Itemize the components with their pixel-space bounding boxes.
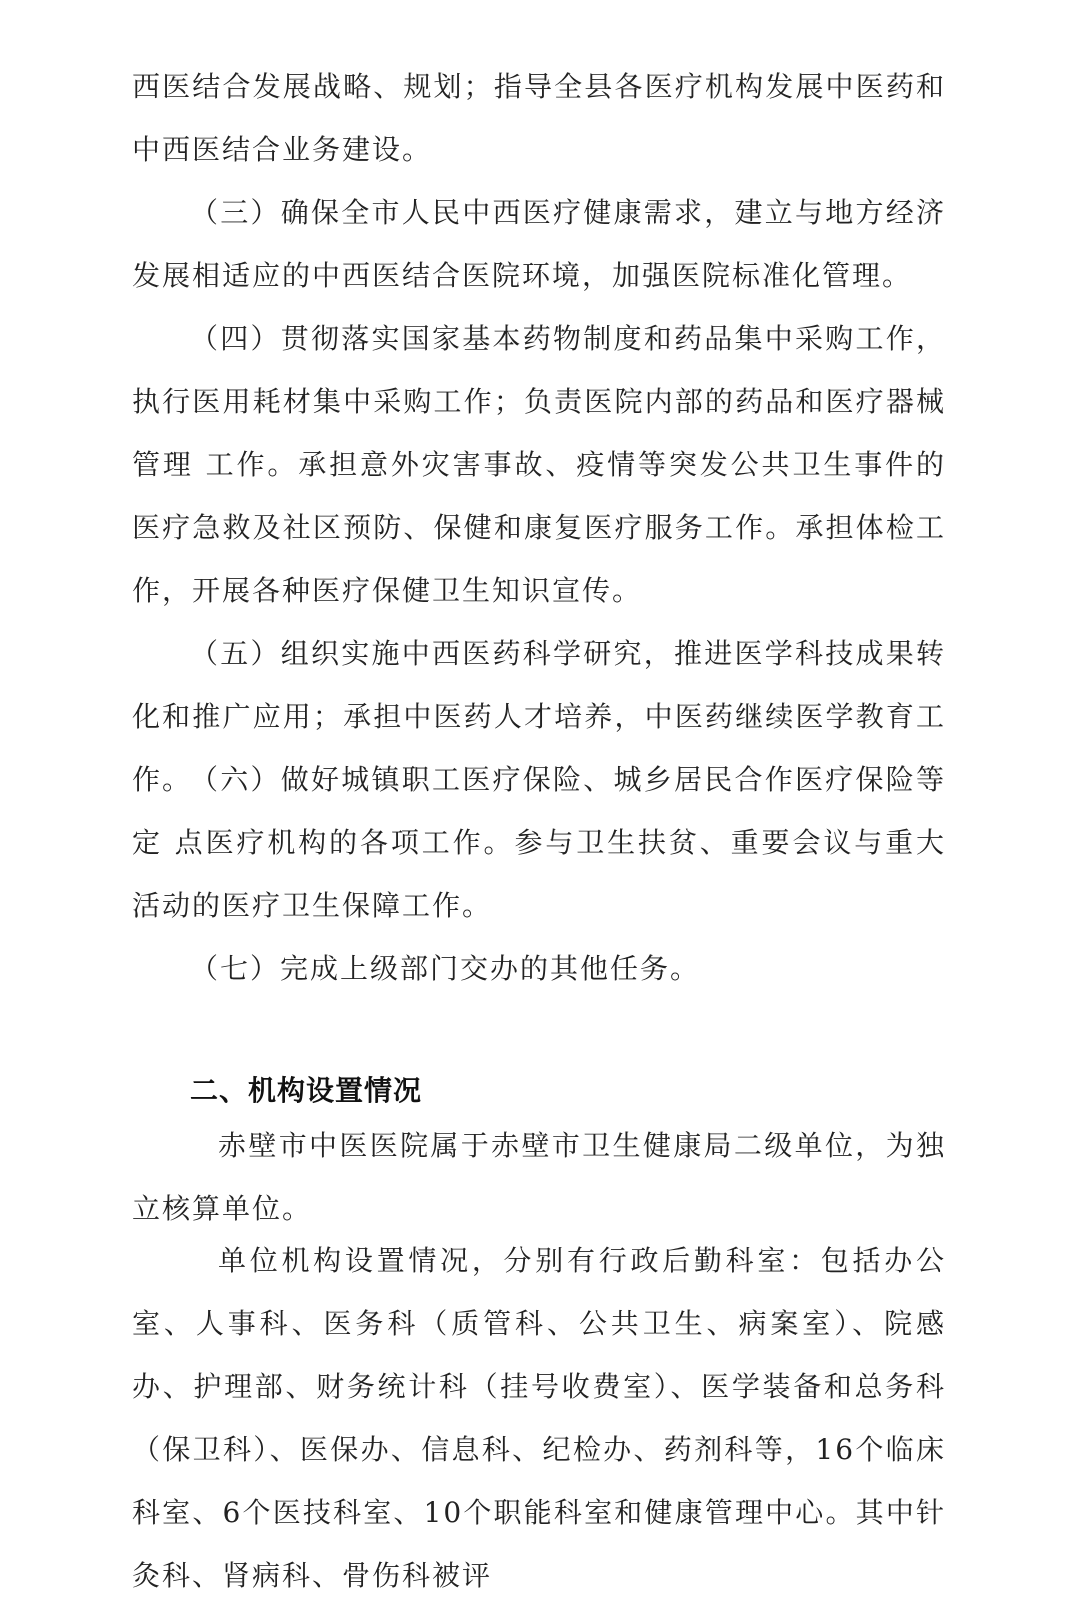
- paragraph-item-4: （四）贯彻落实国家基本药物制度和药品集中采购工作，执行医用耗材集中采购工作；负责医院内部的药品和医疗器械管理 工作。承担意外灾害事故、疫情等突发公共卫生事件的医疗急救及社区预防、保健和康复医疗服务工作。承担体检工作，开展各种医疗保健卫生知识宣传。: [132, 322, 946, 607]
- section-heading: 二、机构设置情况: [190, 1074, 423, 1107]
- paragraph-item-5: （五）组织实施中西医药科学研究，推进医学科技成果转化和推广应用；承担中医药人才培养，中医药继续医学教育工作。: [132, 637, 946, 796]
- paragraph-item-6: （六）做好城镇职工医疗保险、城乡居民合作医疗保险等定 点医疗机构的各项工作。参与卫生扶贫、重要会议与重大活动的医疗卫生保障工作。: [132, 763, 946, 922]
- paragraph-item-7: （七）完成上级部门交办的其他任务。: [190, 952, 701, 985]
- section-paragraph-1: 赤壁市中医医院属于赤壁市卫生健康局二级单位，为独立核算单位。: [132, 1129, 946, 1225]
- paragraph-item-3: （三）确保全市人民中西医疗健康需求，建立与地方经济发展相适应的中西医结合医院环境，加强医院标准化管理。: [132, 196, 946, 292]
- paragraph-continuation: 西医结合发展战略、规划；指导全县各医疗机构发展中医药和中西医结合业务建设。: [132, 70, 946, 166]
- section-paragraph-2: 单位机构设置情况，分别有行政后勤科室：包括办公室、人事科、医务科（质管科、公共卫生、病案室）、院感办、护理部、财务统计科（挂号收费室）、医学装备和总务科（保卫科）、医保办、信息科、纪检办、药剂科等，16个临床科室、6个医技科室、10个职能科室和健康管理中心。其中针灸科、肾病科、骨伤科被评: [132, 1244, 946, 1592]
